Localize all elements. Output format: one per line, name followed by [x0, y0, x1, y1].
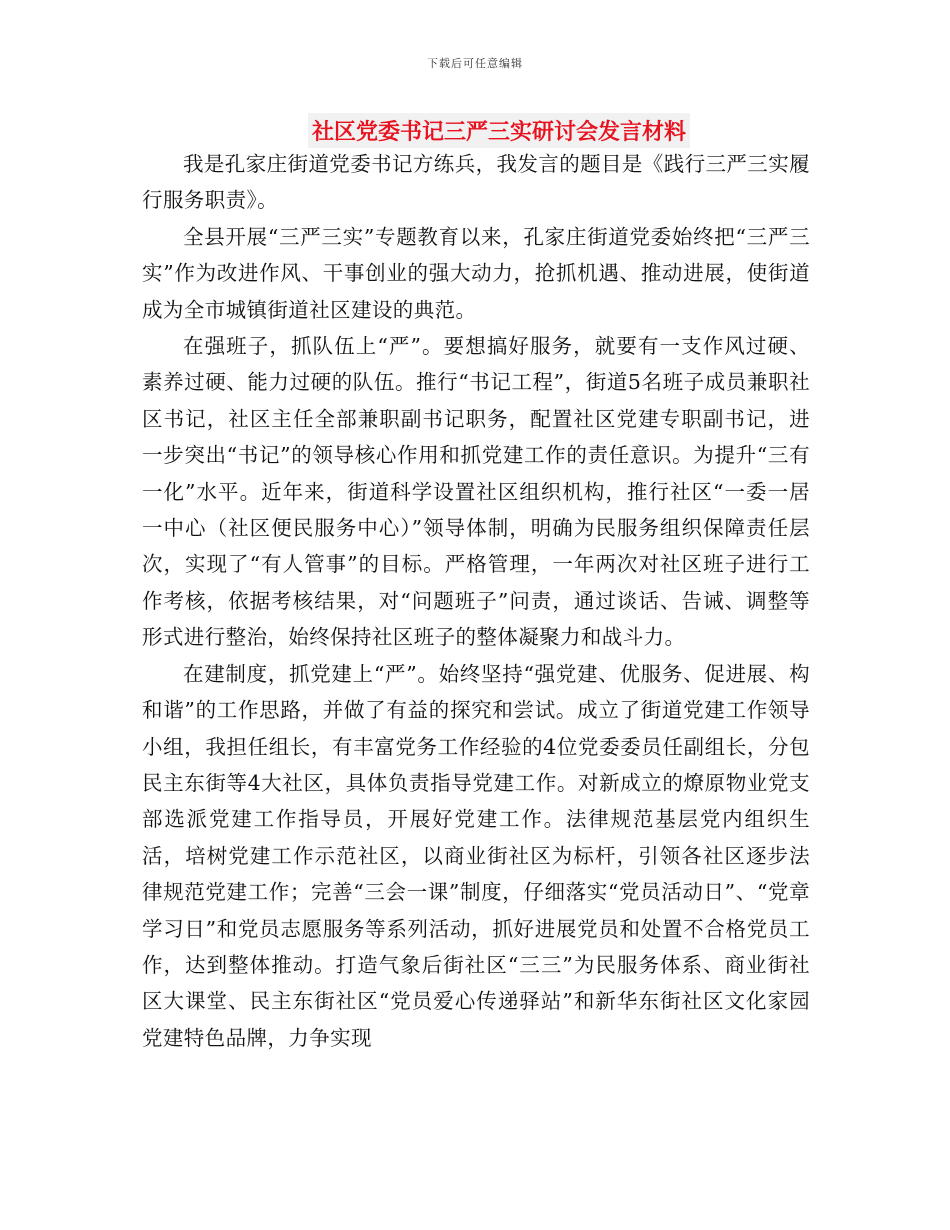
- title-container: [0, 113, 950, 148]
- header-note: 下载后可任意编辑: [427, 57, 523, 70]
- paragraph-1: 我是孔家庄街道党委书记方练兵，我发言的题目是《践行三严三实履行服务职责》。: [142, 152, 810, 213]
- paragraph-4: 在建制度，抓党建上“严”。始终坚持“强党建、优服务、促进展、构和谐”的工作思路，并做了有益的探究和尝试。成立了街道党建工作领导小组，我担任组长，有丰富党务工作经验的4位党委委员任副组长，分包民主东街等4大社区，具体负责指导党建工作。对新成立的燎原物业党支部选派党建工作指导员，开展好党建工作。法律规范基层党内组织生活，培树党建工作示范社区，以商业街社区为标杆，引领各社区逐步法律规范党建工作；完善“三会一课”制度，仔细落实“党员活动日”、“党章学习日”和党员志愿服务等系列活动，抓好进展党员和处置不合格党员工作，达到整体推动。打造气象后街社区“三三”为民服务体系、商业街社区大课堂、民主东街社区“党员爱心传递驿站”和新华东街社区文化家园党建特色品牌，力争实现: [142, 661, 810, 1050]
- paragraph-2: 全县开展“三严三实”专题教育以来，孔家庄街道党委始终把“三严三实”作为改进作风、干事创业的强大动力，抢抓机遇、推动进展，使街道成为全市城镇街道社区建设的典范。: [142, 224, 810, 322]
- document-body: [142, 146, 810, 1056]
- document-title: 社区党委书记三严三实研讨会发言材料: [308, 113, 690, 148]
- paragraph-3: 在强班子，抓队伍上“严”。要想搞好服务，就要有一支作风过硬、素养过硬、能力过硬的队伍。推行“书记工程”，街道5名班子成员兼职社区书记，社区主任全部兼职副书记职务，配置社区党建专职副书记，进一步突出“书记”的领导核心作用和抓党建工作的责任意识。为提升“三有一化”水平。近年来，街道科学设置社区组织机构，推行社区“一委一居一中心（社区便民服务中心）”领导体制，明确为民服务组织保障责任层次，实现了“有人管事”的目标。严格管理，一年两次对社区班子进行工作考核，依据考核结果，对“问题班子”问责，通过谈话、告诫、调整等形式进行整治，始终保持社区班子的整体凝聚力和战斗力。: [142, 334, 810, 650]
